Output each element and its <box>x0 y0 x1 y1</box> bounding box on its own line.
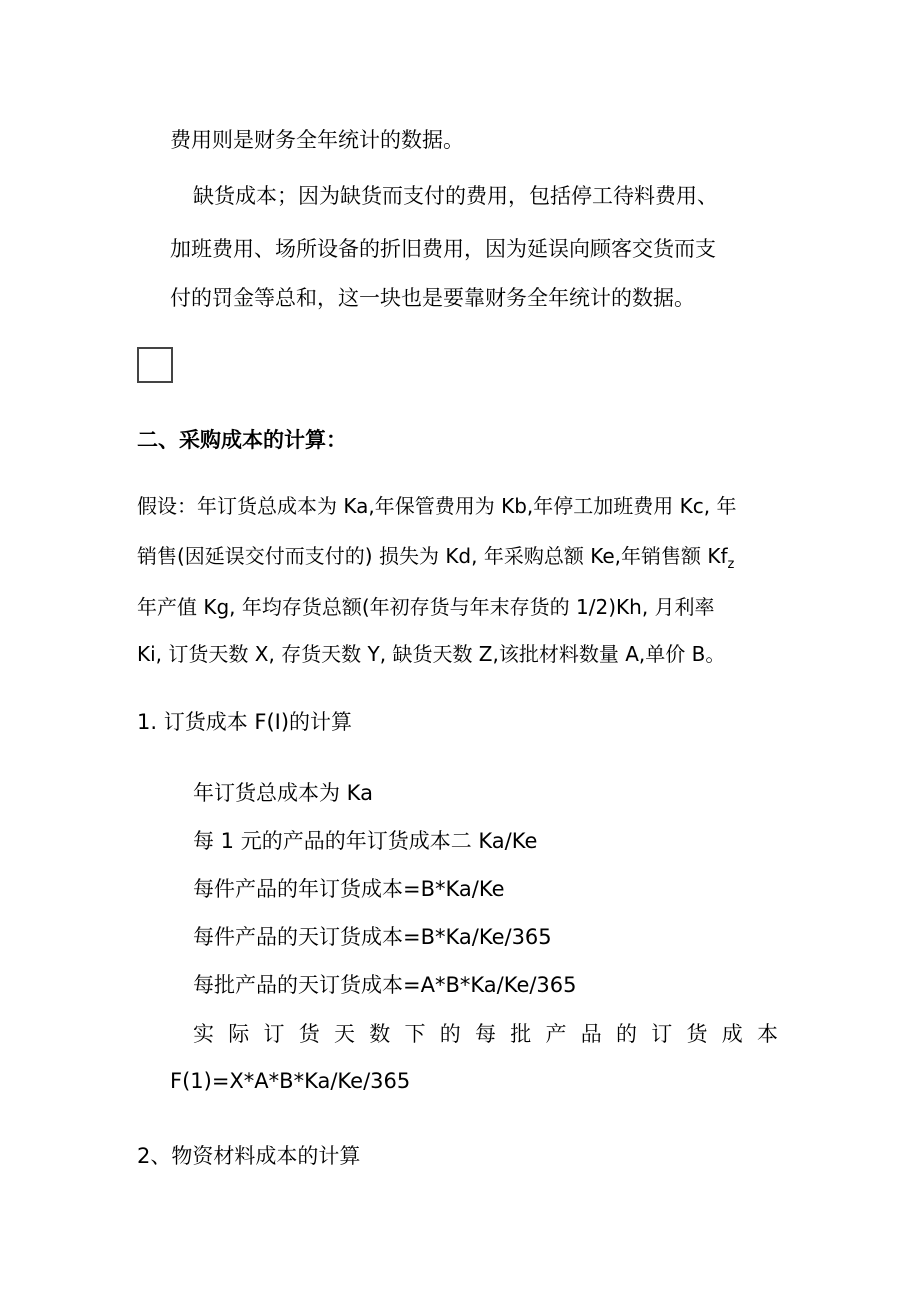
assumption-line-3: 年产值 Kg, 年均存货总额(年初存货与年末存货的 1/2)Kh, 月利率 <box>137 595 715 619</box>
subsection-2-title: 2、物资材料成本的计算 <box>137 1144 361 1168</box>
char: 天 <box>334 1022 355 1046</box>
paragraph-line-1: 费用则是财务全年统计的数据。 <box>170 128 464 152</box>
paragraph-line-4: 付的罚金等总和，这一块也是要靠财务全年统计的数据。 <box>170 286 695 310</box>
char: 本 <box>757 1022 778 1046</box>
checkbox[interactable] <box>137 347 173 383</box>
char: 订 <box>263 1022 285 1046</box>
char: 实 <box>193 1022 214 1046</box>
subsection-1-title: 1. 订货成本 F(I)的计算 <box>137 710 353 734</box>
char: 订 <box>651 1022 673 1046</box>
assumption-line-1: 假设：年订货总成本为 Ka,年保管费用为 Kb,年停工加班费用 Kc, 年 <box>137 494 737 518</box>
formula-line: 每件产品的年订货成本=B*Ka/Ke <box>193 877 505 901</box>
char: 际 <box>228 1022 250 1046</box>
char: 每 <box>475 1022 496 1046</box>
char: 货 <box>298 1022 320 1046</box>
char: 下 <box>404 1022 426 1046</box>
char: 的 <box>439 1022 461 1046</box>
assumption-line-4: Ki, 订货天数 X, 存货天数 Y, 缺货天数 Z,该批材料数量 A,单价 B。 <box>137 642 726 666</box>
formula-line: 每批产品的天订货成本=A*B*Ka/Ke/365 <box>193 973 577 997</box>
formula-line: 年订货总成本为 Ka <box>193 781 373 805</box>
char: 货 <box>686 1022 708 1046</box>
assumption-subscript: z <box>727 557 735 572</box>
paragraph-line-3: 加班费用、场所设备的折旧费用，因为延误向顾客交货而支 <box>170 237 716 261</box>
section-title: 二、采购成本的计算： <box>137 428 347 452</box>
char: 的 <box>616 1022 637 1046</box>
actual-cost-line <box>193 1024 778 1045</box>
char: 数 <box>369 1022 391 1046</box>
formula-line: 每件产品的天订货成本=B*Ka/Ke/365 <box>193 925 552 949</box>
char: 产 <box>545 1022 567 1046</box>
formula-line: 每 1 元的产品的年订货成本二 Ka/Ke <box>193 829 538 853</box>
assumption-line-2 <box>137 546 734 571</box>
char: 批 <box>510 1022 532 1046</box>
paragraph-line-2: 缺货成本；因为缺货而支付的费用，包括停工待料费用、 <box>193 184 718 208</box>
assumption-line-2-text: 销售(因延误交付而支付的) 损失为 Kd, 年采购总额 Ke,年销售额 Kf <box>137 544 728 568</box>
char: 品 <box>580 1022 602 1046</box>
actual-formula: F(1)=X*A*B*Ka/Ke/365 <box>170 1069 411 1093</box>
char: 成 <box>721 1022 743 1046</box>
